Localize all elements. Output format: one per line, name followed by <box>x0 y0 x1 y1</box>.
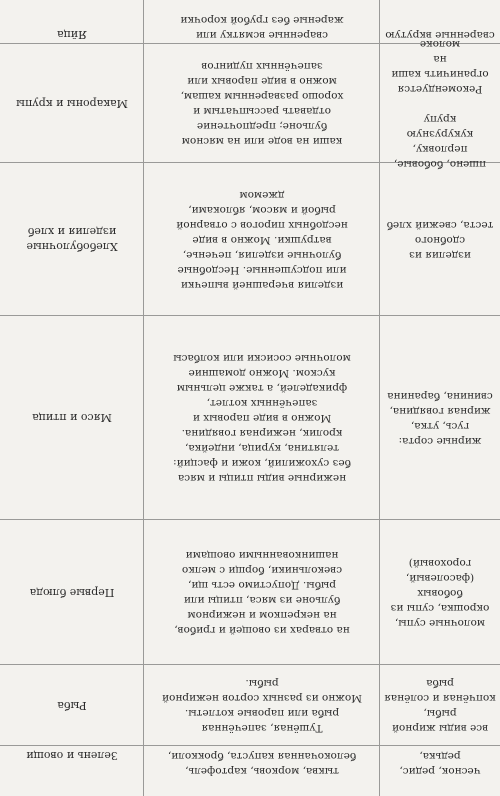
forbidden-cell: молочные супы, окрошка, супы из бобовых (фасолевый, гороховый) <box>390 557 490 629</box>
allowed-cell: каши на воде или на мясном бульоне; предпочтение отдавать рассыпчатым и хорошо разваренным кашам, можно в виде паровых или запечённых пудингов <box>180 60 344 148</box>
product-cell: Зелень и овощи <box>26 749 118 762</box>
product-cell: Хлебобулочные изделия и хлеб <box>26 225 118 254</box>
allowed-cell: на отварах из овощей и грибов, на некрепком и нежирном бульоне из мяса, птицы или рыбы. Допустимо есть щи, свекольники, борщи с мелко нашинкованными овощами <box>174 549 350 637</box>
table-row <box>0 520 500 665</box>
table-row <box>0 665 500 746</box>
table-row <box>0 746 500 796</box>
product-cell: Рыба <box>57 699 87 712</box>
allowed-cell: изделия вчерашней выпечки или подсушенные. Несдобные булочные изделия, печенье, ватрушки. Можно в виде несдобных пирогов с отварной рыбой и мясом, яблоками, джемом <box>176 189 348 291</box>
product-cell: Макароны и крупы <box>16 97 128 110</box>
allowed-cell: нежирные виды птицы и мяса без сухожилий, кожи и фасций: телятина, курица, индейка, кролик, нежирная говядина. Можно в виде паровых и запечённых котлет, фрикаделей, а также цельным куском. Можно домашние молочные сосиски или колбасы <box>173 352 351 485</box>
table-row <box>0 163 500 316</box>
table-row <box>0 0 500 44</box>
product-cell: Яйца <box>57 28 87 41</box>
forbidden-cell: изделия из сдобного теста, свежий хлеб <box>386 219 494 261</box>
allowed-cell: Тушёная, запечённая рыба или паровые котлеты. Можно из разных сортов нежирной рыбы. <box>162 677 362 735</box>
forbidden-cell: жирные сорта: гусь, утка, жирная говядина, свинина, баранина <box>387 390 493 447</box>
table-row <box>0 38 500 170</box>
product-cell: Первые блюда <box>29 586 115 599</box>
forbidden-cell: сваренные вкрутую <box>385 29 495 41</box>
product-cell: Мясо и птица <box>32 411 112 425</box>
allowed-cell: сваренные всмятку или жареные без грубой корочки <box>180 14 344 41</box>
forbidden-cell: чеснок, редис, редька, <box>399 750 481 777</box>
forbidden-cell: все виды жирной рыбы, копчёная и солёная рыба <box>384 677 496 735</box>
forbidden-cell: пшено, бобовые, перловку, кукурузную крупу Рекомендуется ограничить каши на молоке <box>391 38 489 170</box>
allowed-cell: тыква, морковь, картофель, белокочанная капуста, брокколи, <box>167 750 357 777</box>
table-row <box>0 316 500 520</box>
